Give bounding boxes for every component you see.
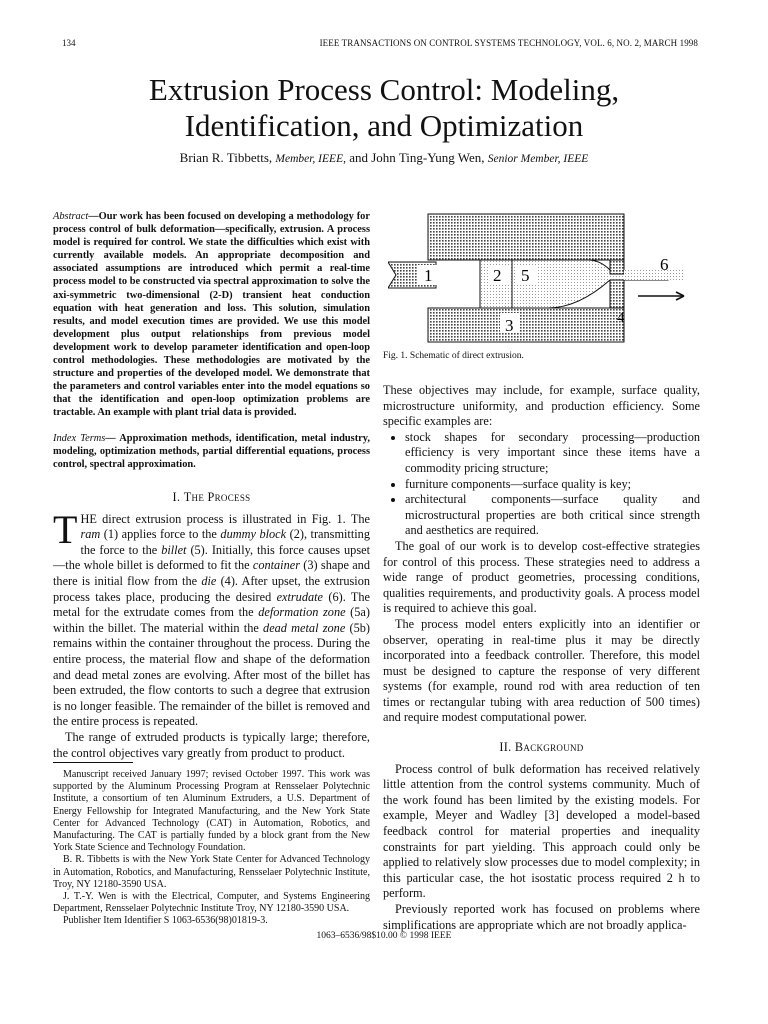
section-1 — [53, 490, 370, 761]
italic-term: extrudate — [276, 589, 324, 604]
figure-label-die: 4 — [617, 310, 625, 326]
footnote-3: J. T.-Y. Wen is with the Electrical, Computer, and Systems Engineering Department, Rensselaer Polytechnic Institute Troy, NY 12180-3590 USA. — [53, 891, 370, 915]
bullet-item: • stock shapes for secondary processing—production efficiency is very important since these items have a commodity pricing structure; — [405, 430, 700, 477]
italic-term: die — [201, 573, 217, 588]
italic-term: dummy block — [220, 527, 287, 542]
section-1-number: I. — [172, 490, 181, 504]
footnotes — [53, 769, 370, 928]
section-1-paragraph-1-text: HE direct extrusion process is illustrated in Fig. 1. The ram (1) applies force to the dummy block (2), transmitting the force to the billet (5). Initially, this force causes upset—the whole billet is deformed to fit the container (3) shape and there is initial flow from the die (4). After upset, the extrusion process takes place, producing the desired extrudate (6). The metal for the extrudate comes from the deformation zone (5a) within the billet. The material within the dead metal zone (5b) remains within the container throughout the process. During the entire process, the material flow and shape of the deformation and dead metal zones are evolving. After most of the billet has been extruded, the flow contorts to such a degree that extrusion is no longer feasible. The remainder of the billet is removed and the entire process is repeated. — [53, 511, 370, 729]
section-2-number: II. — [499, 740, 512, 755]
right-paragraph-3: The process model enters explicitly into an identifier or observer, operating in real-time plus it may be directly incorporated into a feedback controller. Therefore, this model must be designed to capture the response of very different systems (for example, round rod with area reduction of ten times or rectangular tubing with area reduction of 500 times) and require modest computational power. — [383, 616, 700, 725]
section-2-title: Background — [514, 740, 584, 755]
right-column — [383, 383, 700, 933]
index-terms-text: — Approximation methods, identification, metal industry, modeling, optimization methods, partial differential equations, process control, spectral approximation. — [53, 433, 370, 471]
right-paragraph-1: These objectives may include, for example, surface quality, microstructure uniformity, and production efficiency. Some specific examples are: — [383, 383, 700, 429]
section-1-paragraph-2: The range of extruded products is typically large; therefore, the control objectives vary greatly from product to product. — [53, 729, 370, 760]
running-header: IEEE TRANSACTIONS ON CONTROL SYSTEMS TECHNOLOGY, VOL. 6, NO. 2, MARCH 1998 — [319, 38, 698, 48]
section-1-heading — [53, 490, 370, 506]
title-line-2: Identification, and Optimization — [184, 108, 584, 143]
figure-label-dummy-block: 2 — [493, 266, 502, 285]
die — [610, 260, 624, 308]
author-1: Brian R. Tibbetts, — [179, 150, 273, 165]
title-line-1: Extrusion Process Control: Modeling, — [148, 72, 620, 107]
index-terms — [53, 432, 370, 471]
index-terms-label: Index Terms — [53, 433, 106, 444]
section-2-paragraph-1: Process control of bulk deformation has received relatively little attention from the control systems community. Much of the work found has been limited by the existing models. For example, Meyer and Wadley [3] developed a model-based feedback control for material properties and inequality constraints for part yielding. This approach could only be applied to relatively slow processes due to model complexity; in this particular case, the hot isostatic process required 2 h to perform. — [383, 761, 700, 901]
abstract — [53, 210, 370, 420]
footnote-2: B. R. Tibbetts is with the New York State Center for Advanced Technology in Automation, Robotics, and Manufacturing, Rensselaer Polytechnic Institute, Troy, NY 12180-3590 USA. — [53, 854, 370, 890]
container-top — [428, 214, 624, 260]
italic-term: deformation zone — [258, 605, 346, 620]
extrudate — [624, 270, 684, 280]
figure-label-container: 3 — [505, 316, 514, 335]
author-and: and — [349, 150, 368, 165]
figure-label-extrudate: 6 — [660, 255, 669, 274]
paper-title — [0, 72, 768, 144]
container-bottom — [428, 308, 624, 342]
footnote-4: Publisher Item Identifier S 1063-6536(98)01819-3. — [63, 915, 268, 927]
bullet-item: • furniture components—surface quality is key; — [405, 477, 700, 493]
bullet-list — [383, 430, 700, 539]
footnote-1: Manuscript received January 1997; revised October 1997. This work was supported by the Aluminum Processing Program at Rensselaer Polytechnic Institute, a consortium of ten Aluminum Extruders, a U.S. Department of Energy Fellowship for Integrated Manufacturing, and the New York State Center for Advanced Technology (CAT) in Automation, Robotics, and Manufacturing. The CAT is partially funded by a block grant from the New York State Science and Technology Foundation. — [53, 769, 370, 854]
abstract-label: Abstract — [53, 211, 89, 222]
author-2-role: Senior Member, IEEE — [487, 153, 589, 165]
italic-term: container — [252, 558, 300, 573]
author-1-role: Member, IEEE, — [275, 153, 346, 165]
italic-term: ram — [80, 527, 101, 542]
abstract-text: —Our work has been focused on developing a methodology for process control of bulk deformation—specifically, extrusion. A process model is required for control. We state the difficulties which exist with currently available models. An appropriate decomposition and associated assumptions are introduced which permit a real-time process model to be constructed via spectral approximation to solve the axi-symmetric two-dimensional (2-D) transient heat conduction equation with heat generation and loss. This solution, simulation results, and model execution times are provided. We use this model development plus output relationships from previous model development work to develop parameter identification and open-loop control methodologies. These methodologies are motivated by the structure and properties of the developed model. We demonstrate that the parameters and control variables enter into the model equations so that the identification and open-loop optimization problems are tractable. An example with plant trial data is provided. — [53, 211, 370, 419]
italic-term: billet — [161, 542, 187, 557]
dropcap: T — [53, 506, 78, 552]
figure-label-ram: 1 — [424, 266, 433, 285]
figure-label-billet: 5 — [521, 266, 530, 285]
italic-term: dead metal zone — [263, 620, 346, 635]
copyright-footer: 1063–6536/98$10.00 © 1998 IEEE — [316, 931, 452, 941]
figure-caption: Fig. 1. Schematic of direct extrusion. — [383, 351, 524, 361]
author-2: John Ting-Yung Wen, — [371, 150, 485, 165]
section-2-heading — [383, 740, 700, 756]
bullet-item: • architectural components—surface quality and microstructural properties are both critical since strength and aesthetics are required. — [405, 492, 700, 539]
right-paragraph-2: The goal of our work is to develop cost-effective strategies for control of this process. These strategies need to address a wide range of product geometries, processing conditions, qualities requirements, and productivity goals. A process model is required to achieve this goal. — [383, 538, 700, 616]
section-1-title: The Process — [183, 490, 251, 504]
extrusion-schematic-figure — [388, 210, 698, 345]
author-line — [0, 150, 768, 166]
section-1-paragraph-1 — [53, 506, 370, 730]
section-2-paragraph-2: Previously reported work has focused on problems where simplifications are appropriate which are not broadly applica- — [383, 902, 700, 932]
footnote-rule — [53, 762, 133, 763]
page-number: 134 — [62, 38, 76, 48]
